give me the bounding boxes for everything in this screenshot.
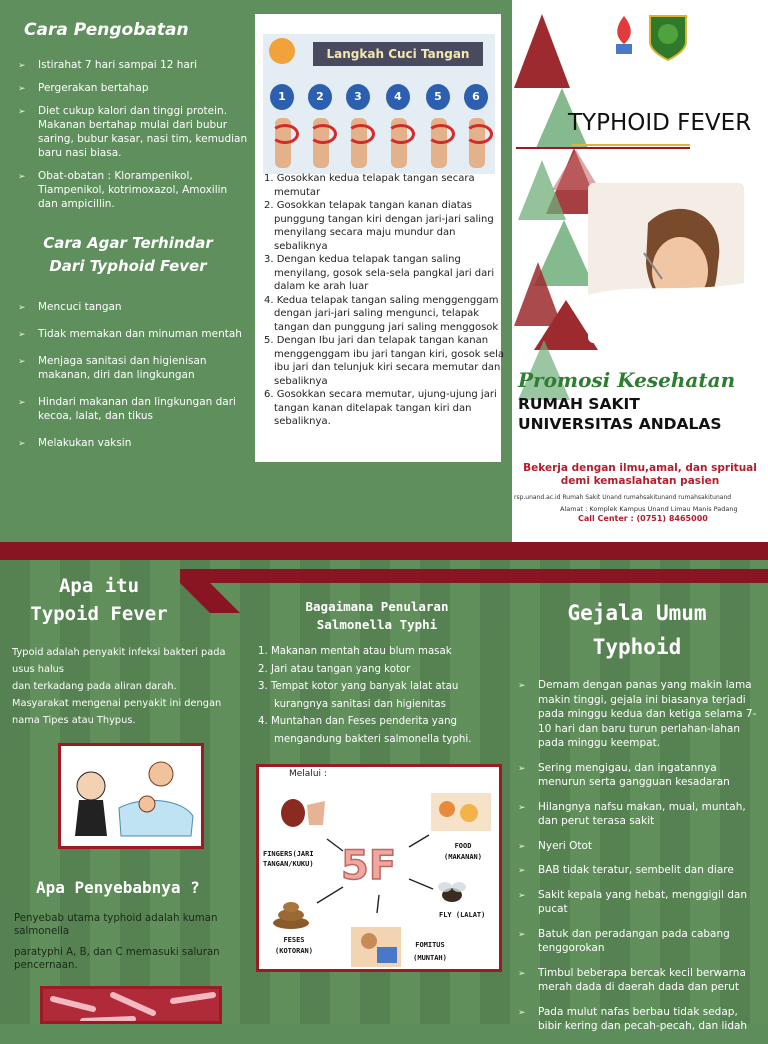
step-number: 5: [426, 84, 450, 110]
fomitus-label-line1: FOMITUS: [415, 941, 445, 949]
list-item: 4. Kedua telapak tangan saling menggenggam dengan jari-jari saling mengunci, telapak tangan dan punggung jari saling menggosok: [264, 294, 499, 333]
arrow-icon: [427, 124, 455, 144]
feses-label-line1: FESES: [283, 936, 305, 944]
cuci-tangan-steps: [260, 172, 504, 429]
fingers-label: FINGERS(JARI TANGAN/KUKU): [263, 850, 314, 868]
apaitu-title-line2: Typoid Fever: [30, 603, 168, 625]
sick-child-cartoon: [58, 743, 204, 849]
gejala-title-line2: Typhoid: [592, 635, 682, 659]
bullet-icon: ➢: [18, 398, 26, 408]
list-item: ➢ Diet cukup kalori dan tinggi protein. Makanan bertahap mulai dari bubur saring, bubur kasar, nasi tim, kemudian baru nasi biasa.: [18, 105, 248, 159]
bullet-icon: ➢: [18, 107, 26, 117]
list-item: ➢ BAB tidak teratur, sembelit dan diare: [516, 863, 764, 878]
apaitu-text: [12, 644, 246, 729]
list-item: ➢ Batuk dan peradangan pada cabang tenggorokan: [518, 927, 730, 954]
terhindar-title-line2: Dari Typhoid Fever: [49, 257, 207, 275]
list-item: ➢ Pergerakan bertahap: [18, 82, 149, 94]
bullet-icon: ➢: [518, 1007, 526, 1018]
step-number: 1: [270, 84, 294, 110]
terhindar-title: [28, 232, 228, 278]
list-item: ➢ Mencuci tangan: [18, 301, 122, 313]
step-number: 2: [308, 84, 332, 110]
step-number: 6: [464, 84, 488, 110]
arrow-icon: [271, 124, 299, 144]
list-item: 6. Gosokkan secara memutar, ujung-ujung jari tangan kanan ditelapak tangan kiri dan sebaliknya.: [264, 389, 497, 427]
page-divider: [0, 542, 768, 560]
hand-step-icon: [305, 80, 335, 172]
list-item: 3. Dengan kedua telapak tangan saling menyilang, gosok sela-sela pangkal jari dari dalam ke arah luar: [264, 254, 495, 292]
bullet-icon: ➢: [518, 890, 526, 901]
flame-logo-icon: [269, 38, 295, 64]
hand-step-icon: [343, 80, 373, 172]
hand-step-icon: [267, 80, 297, 172]
penyebab-para1: Penyebab utama typhoid adalah kuman salmonella: [14, 913, 218, 937]
motto-line2: demi kemaslahatan pasien: [560, 475, 720, 487]
address: Alamat : Komplek Kampus Unand Limau Manis Padang: [560, 505, 738, 513]
hand-step-icon: [461, 80, 491, 172]
fomitus-label-line2: (MUNTAH): [413, 954, 447, 962]
list-item: ➢ Tidak memakan dan minuman mentah: [18, 328, 242, 340]
apaitu-para2: dan terkadang pada aliran darah.: [12, 681, 177, 692]
penyebab-text: [14, 912, 246, 972]
list-item: ➢ Menjaga sanitasi dan higienisan makanan, diri dan lingkungan: [18, 355, 207, 381]
list-item: 4. Muntahan dan Feses penderita yang mengandung bakteri salmonella typhi.: [258, 716, 472, 745]
list-item: ➢ Melakukan vaksin: [18, 437, 132, 449]
arrow-icon: [387, 124, 415, 144]
salmonella-bacteria-image: [40, 986, 222, 1024]
gejala-title-line1: Gejala Umum: [567, 601, 707, 625]
bullet-icon: ➢: [18, 303, 26, 313]
hand-step-icon: [423, 80, 453, 172]
sick-girl-photo: [588, 183, 744, 343]
list-item: ➢ Istirahat 7 hari sampai 12 hari: [18, 59, 198, 71]
bullet-icon: ➢: [518, 802, 526, 813]
hospital-name-line1: RUMAH SAKIT: [518, 395, 640, 413]
list-item: ➢ Sering mengigau, dan ingatannya menurun serta gangguan kesadaran: [518, 761, 730, 788]
pengobatan-title: Cara Pengobatan: [24, 20, 189, 40]
penyebab-title: Apa Penyebabnya ?: [36, 878, 200, 897]
five-f-center: 5F: [341, 843, 397, 889]
hand-step-icon: [383, 80, 413, 172]
bullet-icon: ➢: [18, 172, 26, 182]
bullet-icon: ➢: [518, 763, 526, 774]
penularan-title: [262, 598, 492, 634]
list-item: 2. Jari atau tangan yang kotor: [258, 663, 411, 675]
bullet-icon: ➢: [18, 330, 26, 340]
header-red-bar: [180, 569, 768, 583]
hospital-name: [518, 394, 722, 434]
list-item: 5. Dengan Ibu jari dan telapak tangan kanan menggenggam ibu jari tangan kiri, gosok sela ibu jari dan telunjuk kiri secara memutar dan sebaliknya: [264, 335, 505, 387]
list-item: ➢ Pada mulut nafas berbau tidak sedap, bibir kering dan pecah-pecah, dan lidah: [518, 1005, 748, 1032]
terhindar-title-line1: Cara Agar Terhindar: [43, 234, 213, 252]
bullet-icon: ➢: [518, 968, 526, 979]
bullet-icon: ➢: [18, 84, 26, 94]
apaitu-para3: Masyarakat mengenai penyakit ini dengan nama Tipes atau Thypus.: [12, 698, 222, 726]
penularan-title-line2: Salmonella Typhi: [316, 617, 438, 632]
penyebab-para2: paratyphi A, B, dan C memasuki saluran pencernaan.: [14, 947, 220, 971]
gejala-list: [516, 678, 764, 1044]
food-label-line2: (MAKANAN): [444, 853, 482, 861]
bullet-icon: ➢: [518, 866, 526, 876]
hospital-name-line2: UNIVERSITAS ANDALAS: [518, 415, 722, 433]
gejala-title: [522, 596, 752, 664]
terhindar-list: [16, 300, 248, 459]
bullet-icon: ➢: [518, 681, 526, 691]
call-center: Call Center : (0751) 8465000: [578, 514, 708, 523]
feses-label-line2: (KOTORAN): [275, 947, 313, 955]
bullet-icon: ➢: [518, 929, 526, 940]
list-item: 1. Makanan mentah atau blum masak: [258, 646, 452, 657]
list-item: 1. Gosokkan kedua telapak tangan secara memutar: [264, 173, 475, 198]
bullet-icon: ➢: [18, 357, 26, 367]
apaitu-title: [18, 572, 180, 628]
list-item: ➢ Nyeri Otot: [516, 839, 764, 854]
promosi-title: Promosi Kesehatan: [518, 368, 736, 392]
five-f-diagram: [256, 764, 502, 972]
penularan-title-line1: Bagaimana Penularan: [305, 599, 449, 614]
arrow-icon: [309, 124, 337, 144]
pengobatan-list: [16, 58, 248, 220]
apaitu-para1: Typoid adalah penyakit infeksi bakteri pada usus halus: [12, 647, 226, 675]
step-number: 4: [386, 84, 410, 110]
list-item: ➢ Hindari makanan dan lingkungan dari kecoa, lalat, dan tikus: [18, 396, 236, 422]
social-links: rsp.unand.ac.id Rumah Sakit Unand rumahsakitunand rumahsakitunand: [514, 494, 732, 501]
bullet-icon: ➢: [18, 61, 26, 71]
cover-title: TYPHOID FEVER: [568, 110, 752, 136]
list-item: ➢ Hilangnya nafsu makan, mual, muntah, dan perut terasa sakit: [518, 800, 746, 827]
list-item: 2. Gosokkan telapak tangan kanan diatas punggung tangan kiri dengan jari-jari saling menyilang secara maju mundur dan sebaliknya: [264, 200, 494, 252]
list-item: ➢ Sakit kepala yang hebat, menggigil dan pucat: [518, 888, 748, 915]
motto-line1: Bekerja dengan ilmu,amal, dan spritual: [523, 462, 757, 474]
fly-label: FLY (LALAT): [439, 911, 486, 919]
list-item: ➢ Obat-obatan : Klorampenikol, Tiampenikol, kotrimoxazol, Amoxilin dan ampicillin.: [18, 170, 228, 210]
bullet-icon: ➢: [518, 841, 526, 852]
arrow-icon: [465, 124, 493, 144]
bullet-icon: ➢: [18, 439, 26, 449]
arrow-icon: [347, 124, 375, 144]
step-number: 3: [346, 84, 370, 110]
unand-emblem-icon: [646, 12, 690, 62]
motto: [515, 462, 765, 488]
triangle-decoration: [514, 14, 570, 88]
cuci-tangan-title: Langkah Cuci Tangan: [313, 42, 483, 66]
andalas-logo-icon: [610, 14, 638, 58]
diagram-arrows: [259, 767, 499, 969]
list-item: ➢ Timbul beberapa bercak kecil berwarna merah dada di daerah dada dan perut: [518, 966, 746, 993]
food-label-line1: FOOD: [454, 842, 472, 850]
five-f-label: Melalui :: [289, 769, 327, 779]
list-item: ➢ Demam dengan panas yang makin lama makin tinggi, gejala ini biasanya terjadi pada minggu kedua dan ketiga selama 7-10 hari dan baru turun perlahan-lahan pada minggu keempat.: [518, 679, 757, 749]
list-item: 3. Tempat kotor yang banyak lalat atau kurangnya sanitasi dan higienitas: [258, 681, 459, 710]
apaitu-title-line1: Apa itu: [58, 575, 140, 597]
penularan-list: [258, 643, 502, 748]
